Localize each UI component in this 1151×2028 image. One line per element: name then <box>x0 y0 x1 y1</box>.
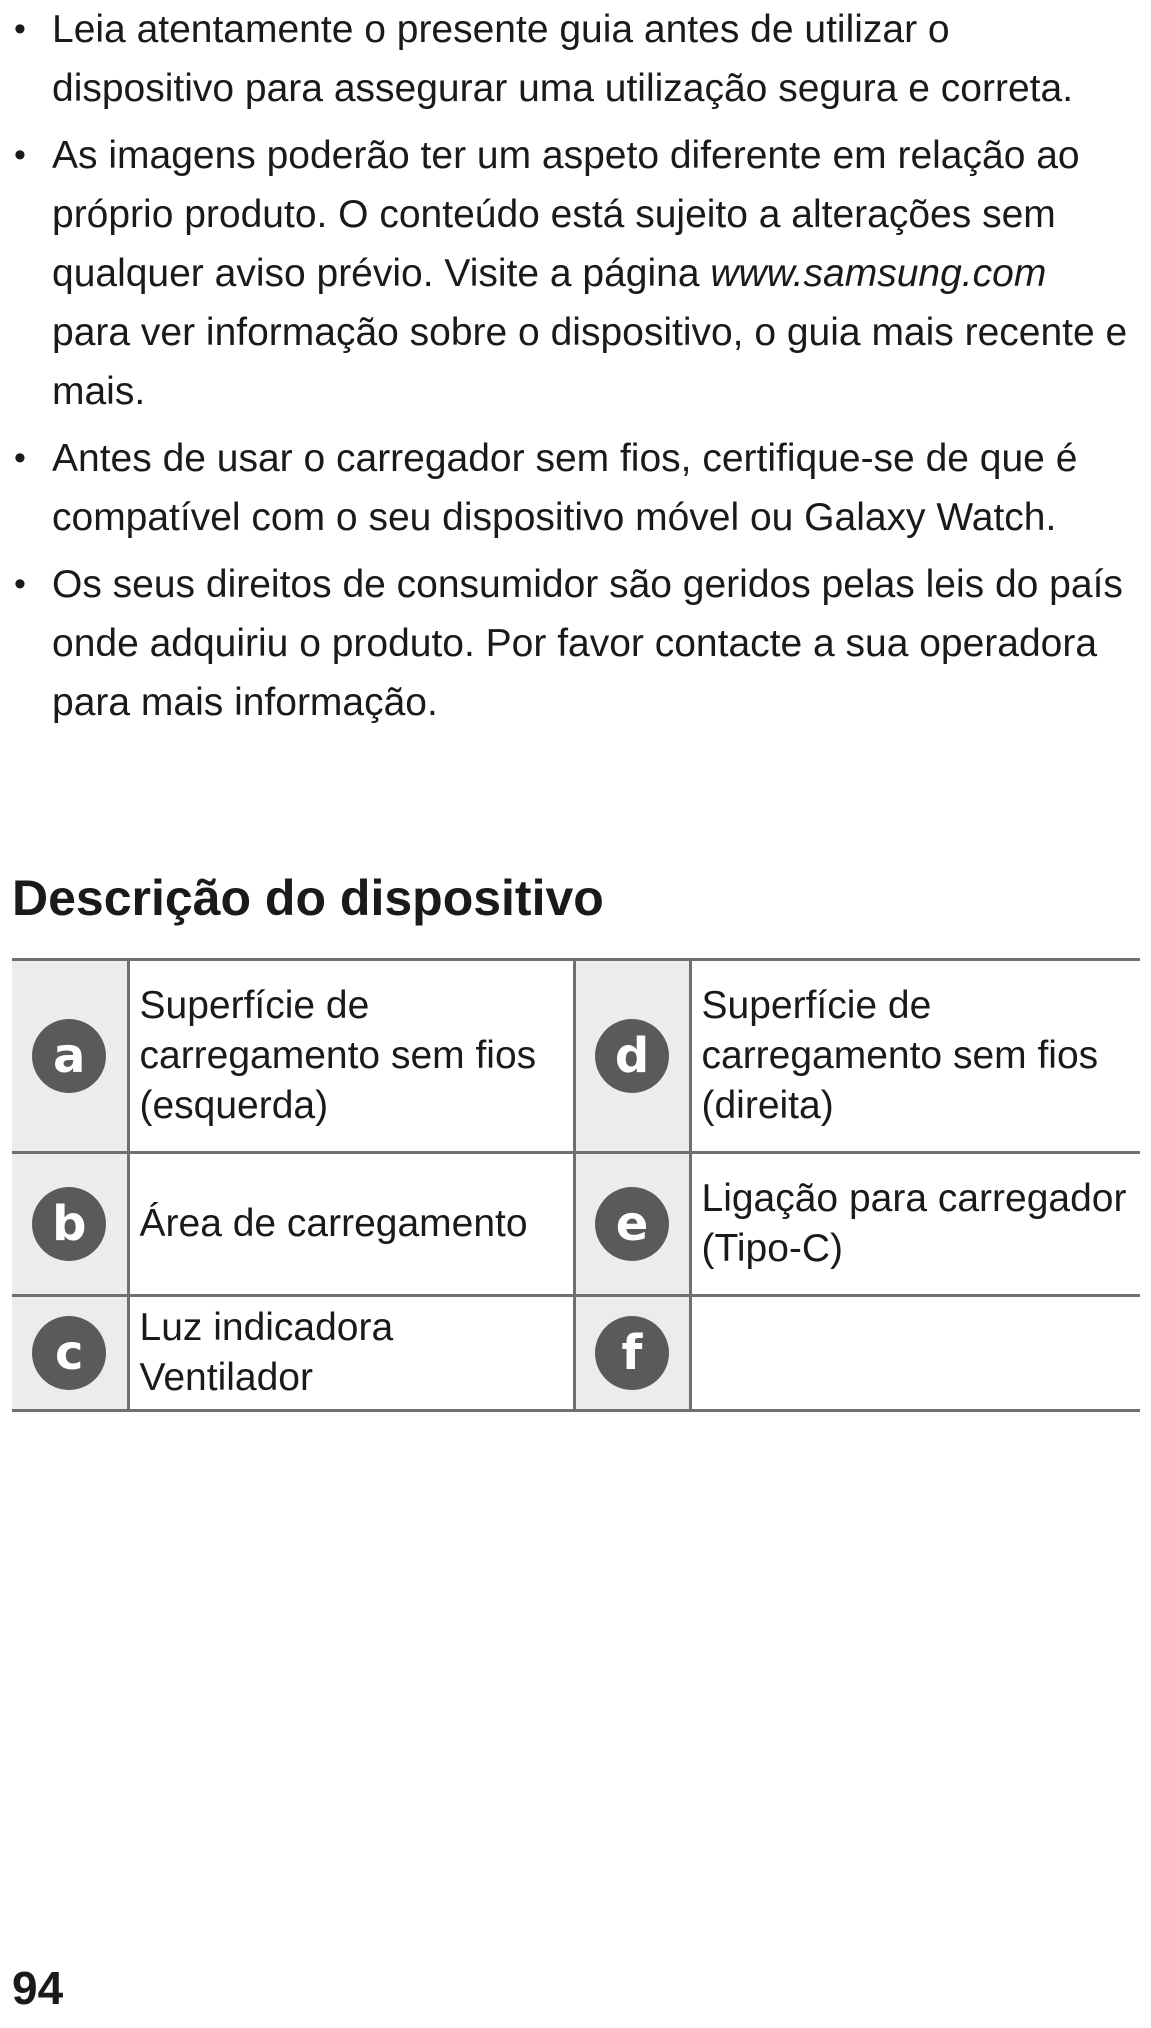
part-marker-cell <box>12 960 128 1153</box>
table-row <box>12 1296 1140 1411</box>
device-parts-table <box>12 958 1140 1412</box>
section-title: Descrição do dispositivo <box>12 870 604 926</box>
letter-f-icon: f <box>595 1316 669 1390</box>
note-text: para ver informação sobre o dispositivo, o guia mais recente e mais. <box>52 311 1128 413</box>
part-marker-cell <box>574 1296 690 1411</box>
part-marker-cell <box>12 1153 128 1296</box>
part-marker-cell <box>574 1153 690 1296</box>
part-marker-cell <box>12 1296 128 1411</box>
part-label-cell <box>128 1296 574 1411</box>
notes-list <box>12 0 1132 740</box>
note-text: Leia atentamente o presente guia antes de utilizar o dispositivo para assegurar uma utilização segura e correta. <box>52 8 1074 110</box>
part-marker-cell <box>574 960 690 1153</box>
part-label-cell <box>690 1296 1140 1411</box>
part-label: Área de carregamento <box>139 1202 528 1245</box>
note-item <box>12 429 1132 547</box>
note-item <box>12 0 1132 118</box>
note-item <box>12 126 1132 421</box>
part-label-cell <box>128 960 574 1153</box>
letter-b-icon: b <box>32 1187 106 1261</box>
part-label-cell <box>690 960 1140 1153</box>
letter-e-icon: e <box>595 1187 669 1261</box>
samsung-website-link[interactable]: www.samsung.com <box>710 252 1047 295</box>
letter-c-icon: c <box>32 1316 106 1390</box>
part-label: Ligação para carregador (Tipo-C) <box>701 1177 1127 1270</box>
table-row <box>12 1153 1140 1296</box>
table-row <box>12 960 1140 1153</box>
part-label: Superfície de carregamento sem fios (direita) <box>701 984 1099 1127</box>
letter-d-icon: d <box>595 1019 669 1093</box>
note-text: Os seus direitos de consumidor são geridos pelas leis do país onde adquiriu o produto. Por favor contacte a sua operadora para mais informação. <box>52 563 1123 724</box>
note-text: Antes de usar o carregador sem fios, certifique-se de que é compatível com o seu dispositivo móvel ou Galaxy Watch. <box>52 437 1078 539</box>
page-number: 94 <box>12 1962 64 2014</box>
letter-a-icon: a <box>32 1019 106 1093</box>
part-label: Superfície de carregamento sem fios (esquerda) <box>139 984 537 1127</box>
part-label-cell <box>690 1153 1140 1296</box>
part-label: Luz indicadora Ventilador <box>139 1306 394 1399</box>
part-label-cell <box>128 1153 574 1296</box>
note-item <box>12 555 1132 732</box>
note-text: As imagens poderão ter um aspeto diferente em relação ao próprio produto. O conteúdo está sujeito a alterações sem qualquer aviso prévio. Visite a página <box>52 134 1080 295</box>
